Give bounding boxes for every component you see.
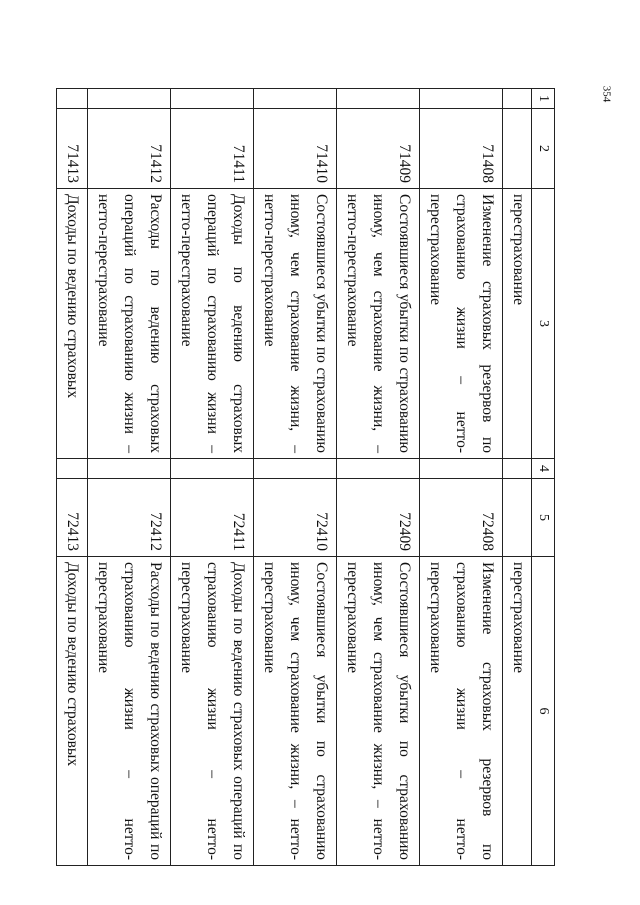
account-code: 71411 [171,109,254,189]
paired-account-code: 72409 [337,479,420,557]
column-number: 5 [532,479,555,557]
account-name: Доходы по ведению страховых операций по страхованию жизни – нетто-перестрахование [171,189,254,459]
paired-account-code: 72408 [420,479,503,557]
column-number: 3 [532,189,555,459]
table-row [420,89,503,866]
paired-account-code: 72410 [254,479,337,557]
paired-account-code: 72412 [88,479,171,557]
paired-account-name: Состоявшиеся убытки по страхованию иному, чем страхование жизни, – нетто-перестрахование [337,557,420,866]
continuation-row [503,89,532,866]
column-number: 1 [532,89,555,109]
page-number: 354 [600,85,613,103]
paired-account-code: 72413 [57,479,88,557]
account-code: 71409 [337,109,420,189]
column-number: 2 [532,109,555,189]
column-number: 6 [532,557,555,866]
account-name: Изменение страховых резервов по страхованию жизни – нетто-перестрахование [420,189,503,459]
paired-account-name: Расходы по ведению страховых операций по страхованию жизни – нетто-перестрахование [88,557,171,866]
account-name: Состоявшиеся убытки по страхованию иному, чем страхование жизни, – нетто-перестрахование [254,189,337,459]
continuation-text: перестрахование [503,189,532,459]
paired-account-name: Состоявшиеся убытки по страхованию иному, чем страхование жизни, – нетто-перестрахование [254,557,337,866]
account-table [56,88,555,866]
paired-account-code: 72411 [171,479,254,557]
account-code: 71408 [420,109,503,189]
table-row [88,89,171,866]
paired-account-name: Доходы по ведению страховых [57,557,88,866]
table-row [171,89,254,866]
continuation-text: перестрахование [503,557,532,866]
table-row [254,89,337,866]
account-code: 71413 [57,109,88,189]
table-header-row [532,89,555,866]
account-name: Расходы по ведению страховых операций по страхованию жизни – нетто-перестрахование [88,189,171,459]
account-name: Состоявшиеся убытки по страхованию иному, чем страхование жизни, – нетто-перестрахование [337,189,420,459]
column-number: 4 [532,459,555,479]
table-row [337,89,420,866]
account-code: 71410 [254,109,337,189]
table-row [57,89,88,866]
rotated-page [64,88,555,865]
account-name: Доходы по ведению страховых [57,189,88,459]
account-code: 71412 [88,109,171,189]
paired-account-name: Доходы по ведению страховых операций по страхованию жизни – нетто-перестрахование [171,557,254,866]
paired-account-name: Изменение страховых резервов по страхованию жизни – нетто-перестрахование [420,557,503,866]
